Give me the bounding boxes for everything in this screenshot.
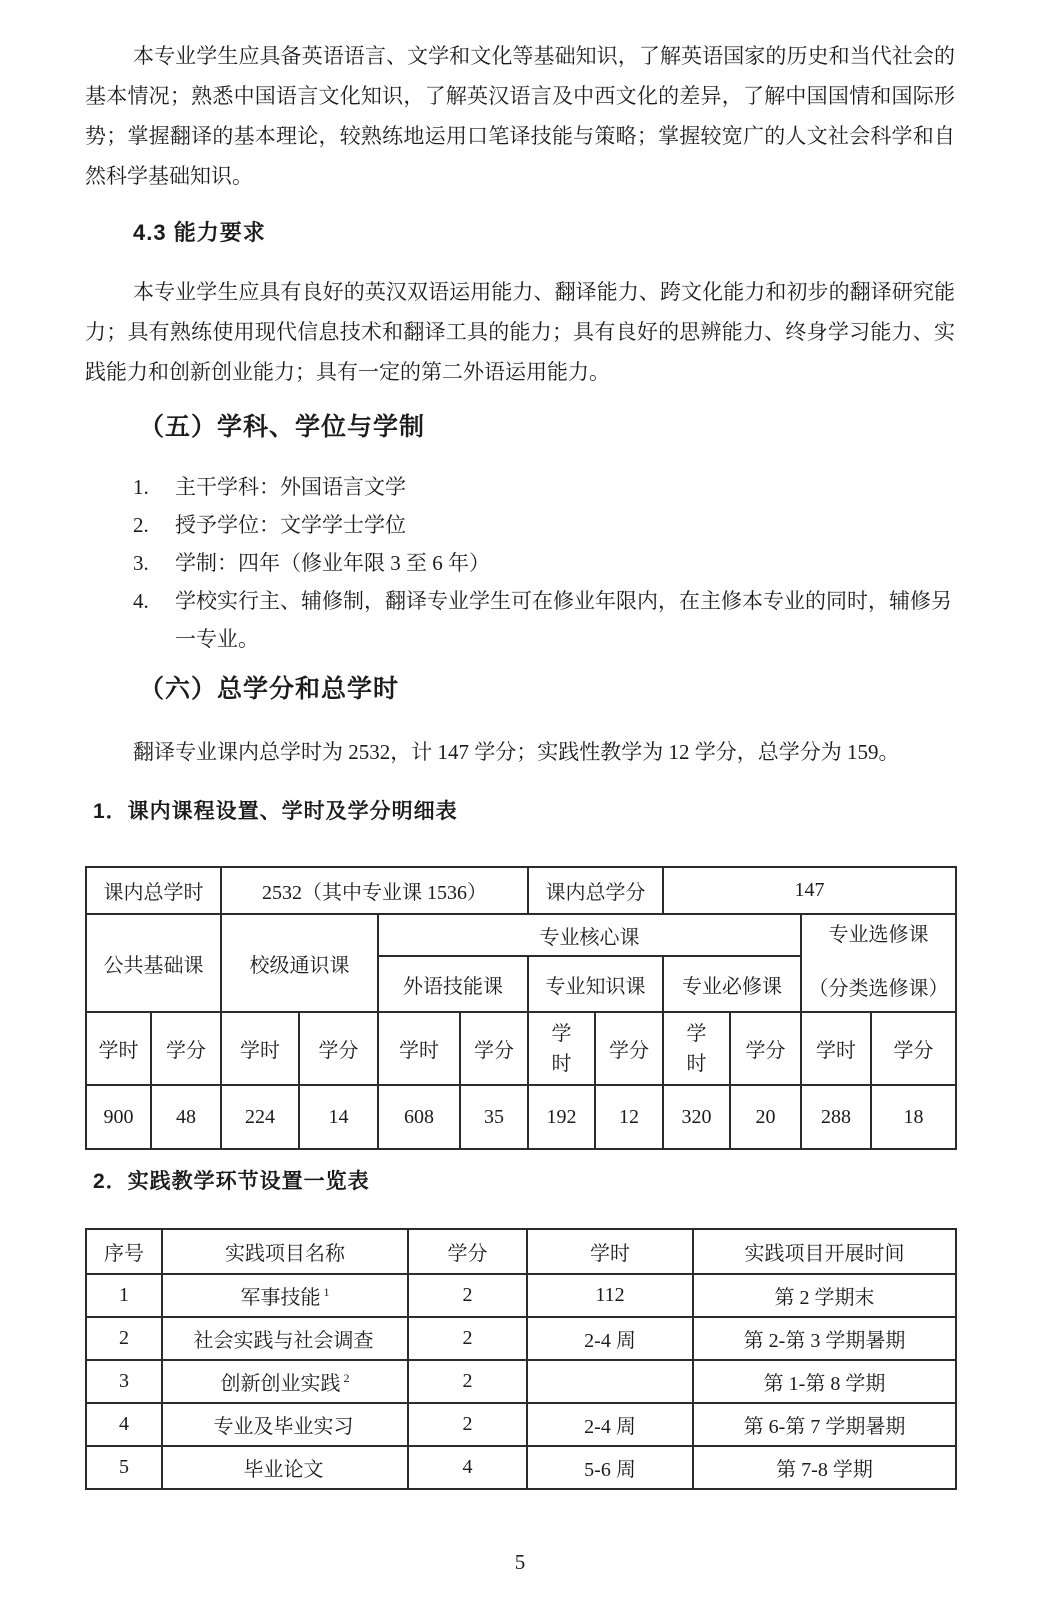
value-cell: 320 [663,1085,730,1149]
unit-hours-header: 学时 [86,1012,151,1085]
cell-hours: 112 [527,1274,693,1317]
category-major-elective [801,914,956,1012]
unit-credits-header: 学分 [151,1012,221,1085]
cell-number: 2 [86,1317,162,1360]
header-hours: 学时 [527,1229,693,1274]
unit-hours-header: 学时 [663,1012,730,1085]
subcategory-major-required: 专业必修课 [663,956,801,1012]
unit-credits-header: 学分 [730,1012,801,1085]
cell-hours: 5-6 周 [527,1446,693,1489]
cell-hours: 2-4 周 [527,1403,693,1446]
practice-table-header-row [86,1229,956,1274]
elective-note: （分类选修课） [808,978,949,1000]
table-row-internship [86,1403,956,1446]
curriculum-table-title: 1．课内课程设置、学时及学分明细表 [93,800,458,823]
list-number: 4. [133,589,149,613]
table-row-thesis [86,1446,956,1489]
cell-project-name [162,1274,408,1317]
category-major-core: 专业核心课 [378,914,801,956]
project-name: 创新创业实践 [220,1373,341,1395]
list-item-text: 主干学科：外国语言文学 [175,475,406,499]
practice-table-title: 2．实践教学环节设置一览表 [93,1170,370,1193]
category-general-education: 校级通识课 [221,914,378,1012]
value-cell: 20 [730,1085,801,1149]
total-hours-value: 2532（其中专业课 1536） [221,867,528,914]
value-cell: 12 [595,1085,663,1149]
heading-discipline-degree-duration: （五）学科、学位与学制 [139,413,426,441]
cell-schedule: 第 1-第 8 学期 [693,1360,956,1403]
list-number: 1. [133,475,149,499]
footnote-marker: 2 [343,1371,350,1386]
curriculum-table [85,866,957,1150]
list-number: 3. [133,551,149,575]
heading-total-credits-hours: （六）总学分和总学时 [139,675,400,703]
total-credits-label: 课内总学分 [528,867,663,914]
degree-info-list [85,468,955,658]
elective-label: 专业选修课 [828,924,929,946]
subcategory-language-skills: 外语技能课 [378,956,528,1012]
cell-credits: 2 [408,1317,527,1360]
cell-number: 1 [86,1274,162,1317]
value-cell: 192 [528,1085,595,1149]
unit-hours-header: 学时 [801,1012,871,1085]
project-name: 军事技能 [240,1287,321,1309]
project-name: 专业及毕业实习 [213,1416,354,1438]
paragraph-knowledge-requirements: 本专业学生应具备英语语言、文学和文化等基础知识，了解英语国家的历史和当代社会的基本情况；熟悉中国语言文化知识，了解英汉语言及中西文化的差异，了解中国国情和国际形势；掌握翻译的基本理论，较熟练地运用口笔译技能与策略；掌握较宽广的人文社会科学和自然科学基础知识。 [85,44,955,188]
value-cell: 608 [378,1085,460,1149]
table-row-categories [86,914,956,956]
value-cell: 900 [86,1085,151,1149]
paragraph-total-credits-hours: 翻译专业课内总学时为 2532，计 147 学分；实践性教学为 12 学分，总学分为 159。 [133,740,900,764]
table-row-social-practice [86,1317,956,1360]
unit-credits-header: 学分 [595,1012,663,1085]
unit-hours-header: 学时 [378,1012,460,1085]
list-item-minor-system [85,582,955,658]
cell-schedule: 第 2-第 3 学期暑期 [693,1317,956,1360]
total-credits-value: 147 [663,867,956,914]
table-row-unit-headers [86,1012,956,1085]
cell-schedule: 第 2 学期末 [693,1274,956,1317]
cell-number: 3 [86,1360,162,1403]
cell-credits: 2 [408,1403,527,1446]
cell-schedule: 第 7-8 学期 [693,1446,956,1489]
value-cell: 288 [801,1085,871,1149]
value-cell: 35 [460,1085,528,1149]
table-row-values [86,1085,956,1149]
paragraph-ability-requirements: 本专业学生应具有良好的英汉双语运用能力、翻译能力、跨文化能力和初步的翻译研究能力；具有熟练使用现代信息技术和翻译工具的能力；具有良好的思辨能力、终身学习能力、实践能力和创新创业能力；具有一定的第二外语运用能力。 [85,280,955,384]
header-credits: 学分 [408,1229,527,1274]
list-item-text: 学校实行主、辅修制，翻译专业学生可在修业年限内，在主修本专业的同时，辅修另一专业。 [175,589,952,651]
header-number: 序号 [86,1229,162,1274]
list-item-text: 授予学位：文学学士学位 [175,513,406,537]
list-item-text: 学制：四年（修业年限 3 至 6 年） [175,551,490,575]
category-public-basic: 公共基础课 [86,914,221,1012]
list-number: 2. [133,513,149,537]
value-cell: 48 [151,1085,221,1149]
total-hours-label: 课内总学时 [86,867,221,914]
cell-number: 4 [86,1403,162,1446]
cell-credits: 2 [408,1274,527,1317]
table-row-military-training [86,1274,956,1317]
unit-hours-header: 学时 [528,1012,595,1085]
unit-credits-header: 学分 [299,1012,378,1085]
unit-hours-header: 学时 [221,1012,299,1085]
table-row-summary [86,867,956,914]
cell-project-name [162,1446,408,1489]
project-name: 毕业论文 [243,1459,324,1481]
subcategory-major-knowledge: 专业知识课 [528,956,663,1012]
list-item-major-discipline [85,468,955,506]
unit-credits-header: 学分 [871,1012,956,1085]
project-name: 社会实践与社会调查 [193,1330,374,1352]
value-cell: 18 [871,1085,956,1149]
cell-number: 5 [86,1446,162,1489]
heading-ability-requirements: 4.3 能力要求 [133,220,266,245]
list-item-duration [85,544,955,582]
cell-project-name [162,1317,408,1360]
value-cell: 224 [221,1085,299,1149]
cell-credits: 4 [408,1446,527,1489]
cell-credits: 2 [408,1360,527,1403]
header-schedule: 实践项目开展时间 [693,1229,956,1274]
list-item-degree-awarded [85,506,955,544]
cell-project-name [162,1360,408,1403]
cell-project-name [162,1403,408,1446]
page-number: 5 [514,1550,526,1574]
value-cell: 14 [299,1085,378,1149]
footnote-marker: 1 [323,1285,330,1300]
table-row-innovation-practice [86,1360,956,1403]
header-project-name: 实践项目名称 [162,1229,408,1274]
cell-hours: 2-4 周 [527,1317,693,1360]
practice-table [85,1228,957,1490]
cell-schedule: 第 6-第 7 学期暑期 [693,1403,956,1446]
cell-hours [527,1360,693,1403]
unit-credits-header: 学分 [460,1012,528,1085]
